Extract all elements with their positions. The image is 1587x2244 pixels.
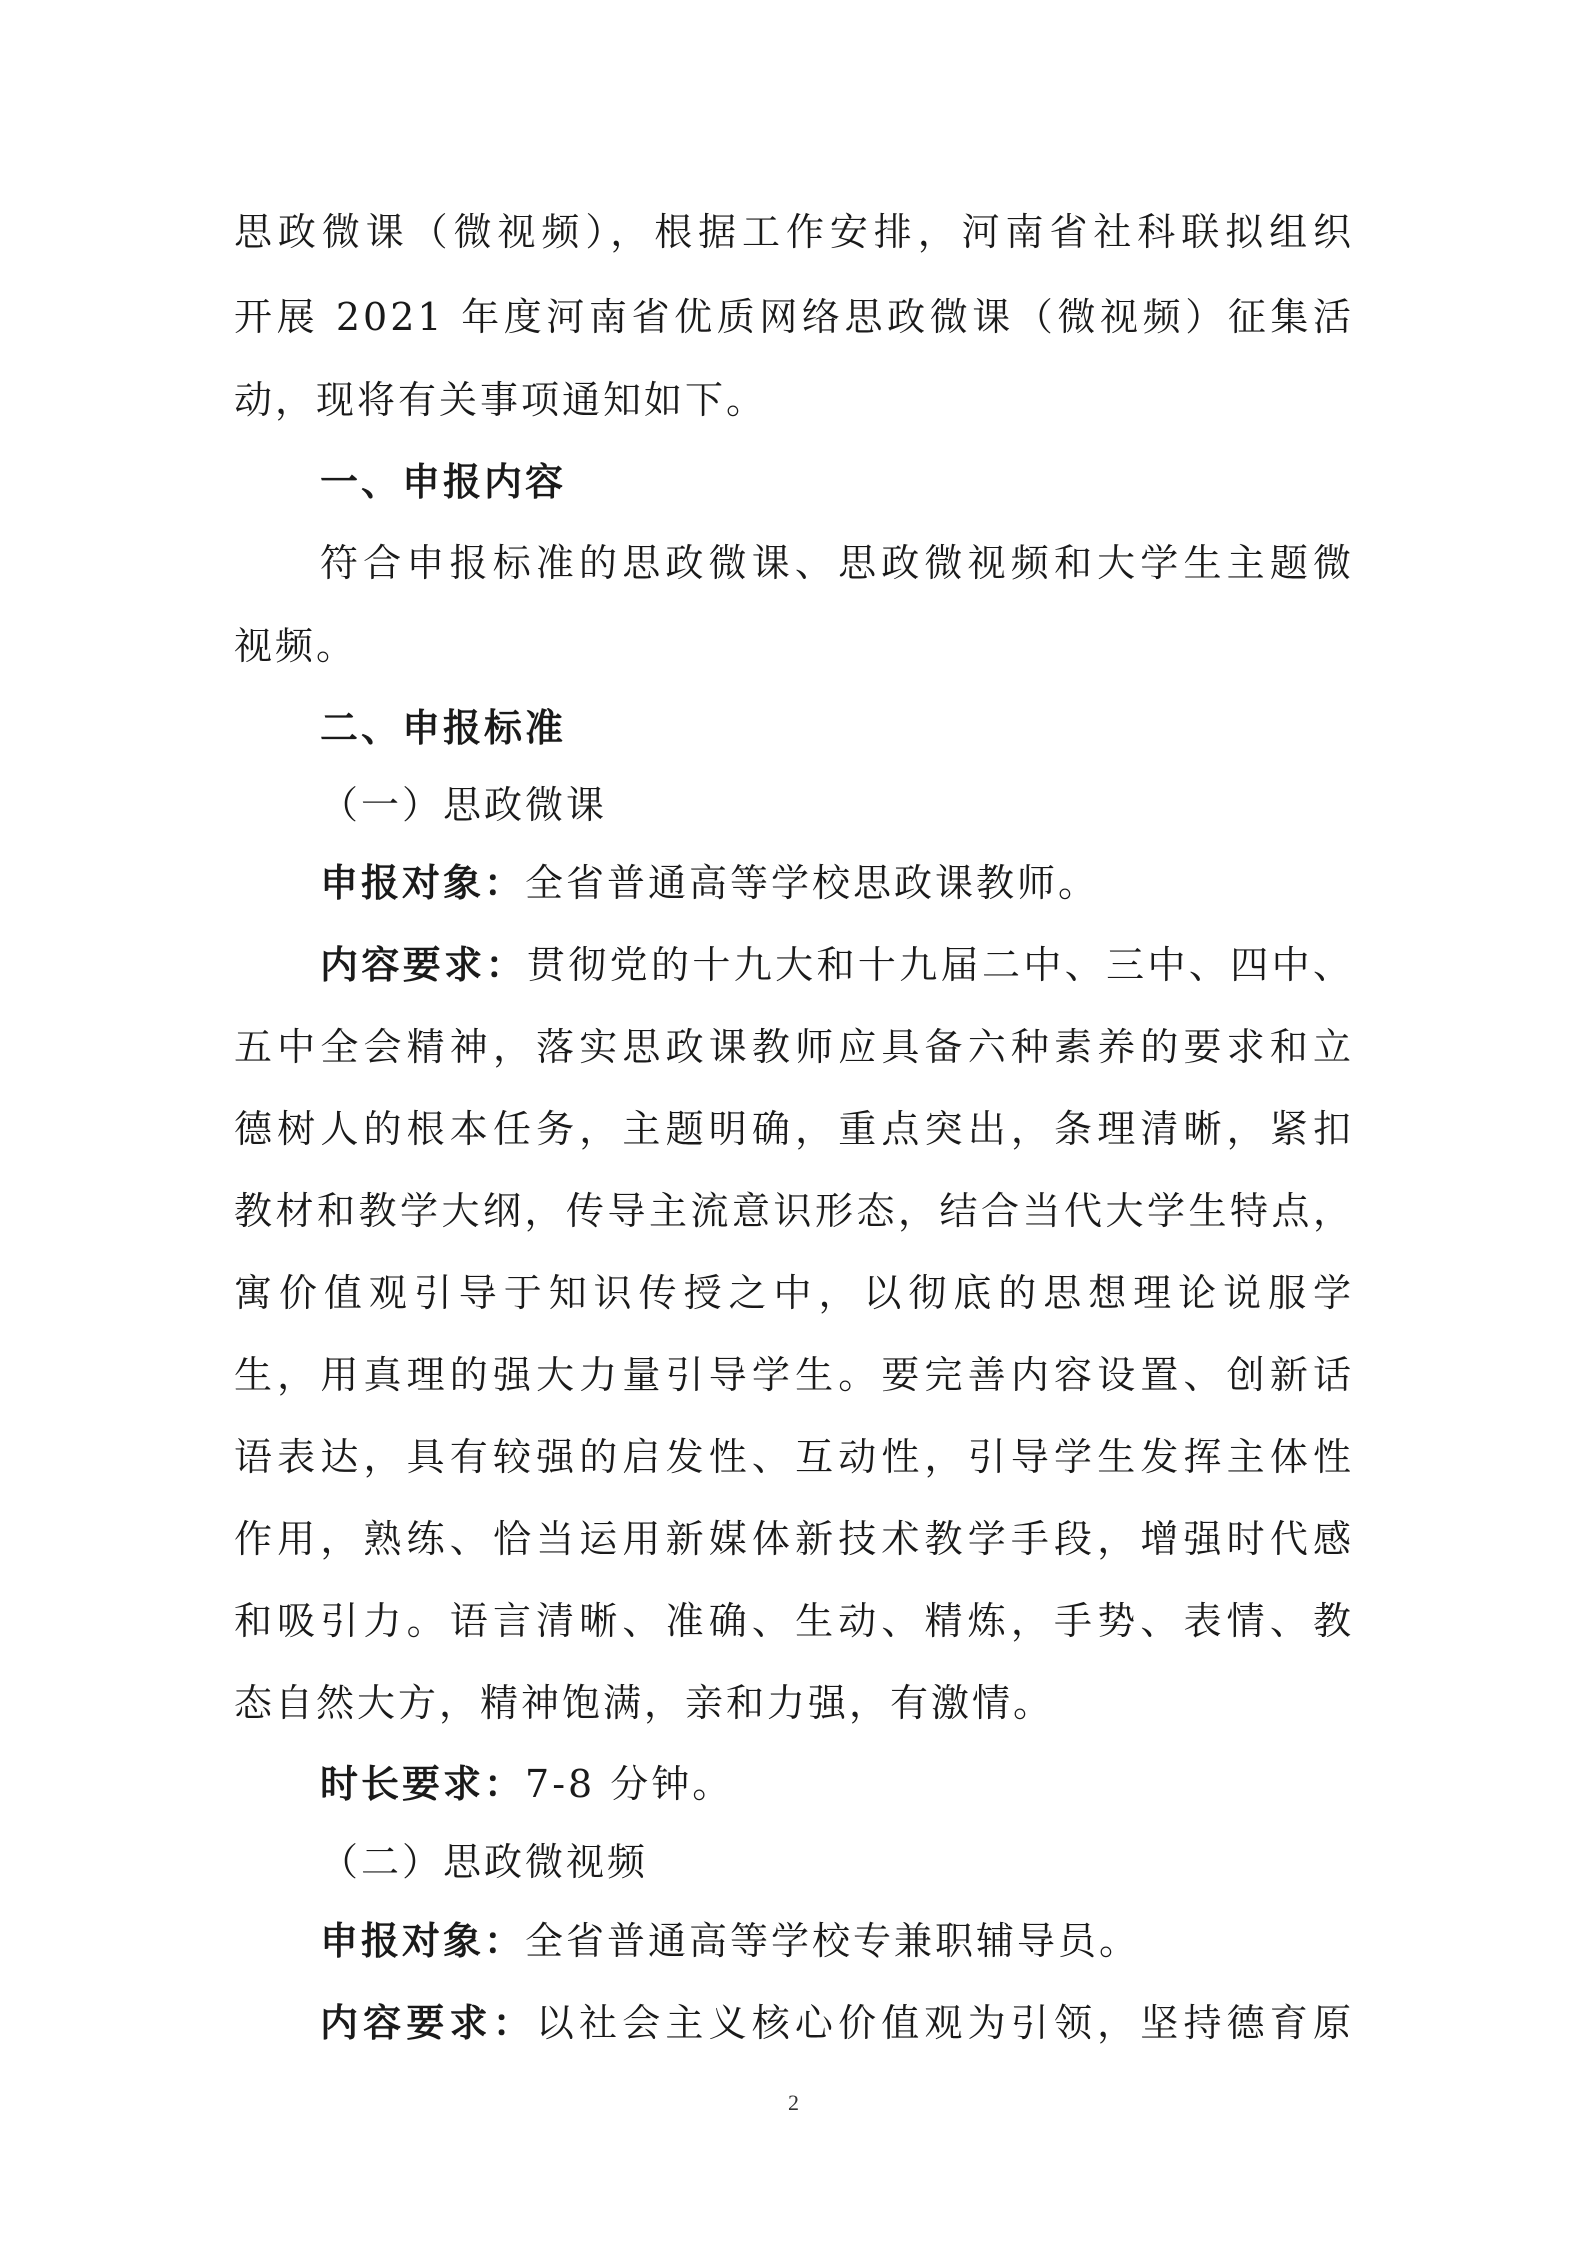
sub1-duration-label: 时长要求： xyxy=(320,1762,526,1806)
intro-line-3: 动，现将有关事项通知如下。 xyxy=(234,378,768,422)
sub1-duration-value: 7-8 分钟。 xyxy=(525,1762,734,1806)
sub1-content-line-5: 生，用真理的强大力量引导学生。要完善内容设置、创新话 xyxy=(234,1353,1354,1397)
sub1-content-line-4: 寓价值观引导于知识传授之中，以彻底的思想理论说服学 xyxy=(234,1271,1354,1315)
sub1-content-line-9: 态自然大方，精神饱满，亲和力强，有激情。 xyxy=(234,1681,1055,1725)
sub2-content-label: 内容要求： xyxy=(320,2001,536,2045)
intro-line-1: 思政微课（微视频），根据工作安排，河南省社科联拟组织 xyxy=(234,210,1354,254)
sub2-content-line xyxy=(320,1999,1354,2047)
section1-line-2: 视频。 xyxy=(234,624,358,668)
sub1-target-line xyxy=(320,859,1354,907)
sub1-duration-line xyxy=(320,1760,1354,1808)
sub1-content-first: 贯彻党的十九大和十九届二中、三中、四中、 xyxy=(526,943,1354,987)
section-heading-2: 二、申报标准 xyxy=(320,706,567,750)
sub1-content-line-3: 教材和教学大纲，传导主流意识形态，结合当代大学生特点， xyxy=(234,1189,1354,1233)
sub1-content-line xyxy=(320,941,1354,989)
subsection-title-2: （二）思政微视频 xyxy=(320,1840,649,1884)
section-heading-1: 一、申报内容 xyxy=(320,460,567,504)
sub1-target-label: 申报对象： xyxy=(320,861,526,905)
sub1-content-line-1: 五中全会精神，落实思政课教师应具备六种素养的要求和立 xyxy=(234,1025,1354,1069)
sub1-content-line-2: 德树人的根本任务，主题明确，重点突出，条理清晰，紧扣 xyxy=(234,1107,1354,1151)
sub1-content-line-7: 作用，熟练、恰当运用新媒体新技术教学手段，增强时代感 xyxy=(234,1517,1354,1561)
sub2-target-value: 全省普通高等学校专兼职辅导员。 xyxy=(525,1919,1141,1963)
sub1-content-line-8: 和吸引力。语言清晰、准确、生动、精炼，手势、表情、教 xyxy=(234,1599,1354,1643)
sub1-content-label: 内容要求： xyxy=(320,943,527,987)
sub2-target-label: 申报对象： xyxy=(320,1919,526,1963)
page-number: 2 xyxy=(788,2090,799,2115)
sub1-target-value: 全省普通高等学校思政课教师。 xyxy=(525,861,1100,905)
subsection-title-1: （一）思政微课 xyxy=(320,783,608,827)
intro-line-2: 开展 2021 年度河南省优质网络思政微课（微视频）征集活 xyxy=(234,295,1354,339)
sub2-target-line xyxy=(320,1917,1354,1965)
sub1-content-line-6: 语表达，具有较强的启发性、互动性，引导学生发挥主体性 xyxy=(234,1435,1354,1479)
sub2-content-first: 以社会主义核心价值观为引领，坚持德育原 xyxy=(535,2001,1354,2045)
section1-line-1: 符合申报标准的思政微课、思政微视频和大学生主题微 xyxy=(320,541,1354,585)
